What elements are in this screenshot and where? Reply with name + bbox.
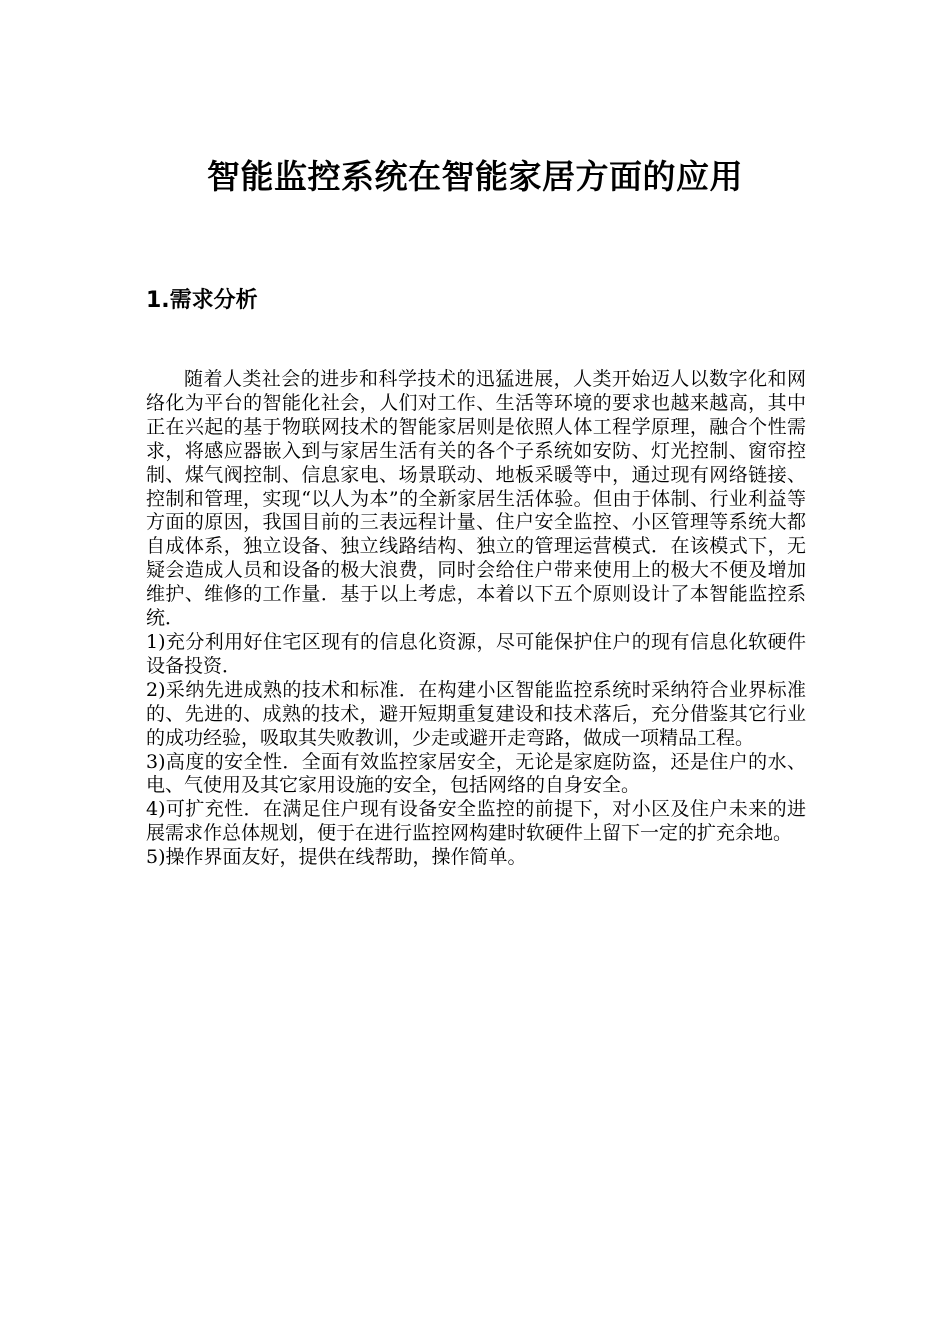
document-body [146, 368, 806, 870]
section-heading: 1.需求分析 [146, 288, 258, 313]
document-title: 智能监控系统在智能家居方面的应用 [207, 157, 743, 196]
principle-4-paragraph: 4)可扩充性．在满足住户现有设备安全监控的前提下，对小区及住户未来的进展需求作总体规划，便于在进行监控网构建时软硬件上留下一定的扩充余地。 [146, 798, 806, 845]
principle-1-paragraph: 1)充分利用好住宅区现有的信息化资源，尽可能保护住户的现有信息化软硬件设备投资． [146, 630, 806, 677]
principle-2-paragraph: 2)采纳先进成熟的技术和标准．在构建小区智能监控系统时采纳符合业界标准的、先进的、成熟的技术，避开短期重复建设和技术落后，充分借鉴其它行业的成功经验，吸取其失败教训，少走或避开走弯路，做成一项精品工程。 [146, 678, 806, 749]
intro-paragraph: 随着人类社会的进步和科学技术的迅猛进展，人类开始迈人以数字化和网络化为平台的智能化社会，人们对工作、生活等环境的要求也越来越高，其中正在兴起的基于物联网技术的智能家居则是依照人体工程学原理，融合个性需求，将感应器嵌入到与家居生活有关的各个子系统如安防、灯光控制、窗帘控制、煤气阀控制、信息家电、场景联动、地板采暖等中，通过现有网络链接、控制和管理，实现“以人为本”的全新家居生活体验。但由于体制、行业利益等方面的原因，我国目前的三表远程计量、住户安全监控、小区管理等系统大都自成体系，独立设备、独立线路结构、独立的管理运营模式．在该模式下，无疑会造成人员和设备的极大浪费，同时会给住户带来使用上的极大不便及增加维护、维修的工作量．基于以上考虑，本着以下五个原则设计了本智能监控系统． [146, 368, 806, 630]
principle-5-paragraph: 5)操作界面友好，提供在线帮助，操作简单。 [146, 846, 527, 869]
principle-3-paragraph: 3)高度的安全性．全面有效监控家居安全，无论是家庭防盗，还是住户的水、电、气使用及其它家用设施的安全，包括网络的自身安全。 [146, 750, 806, 797]
